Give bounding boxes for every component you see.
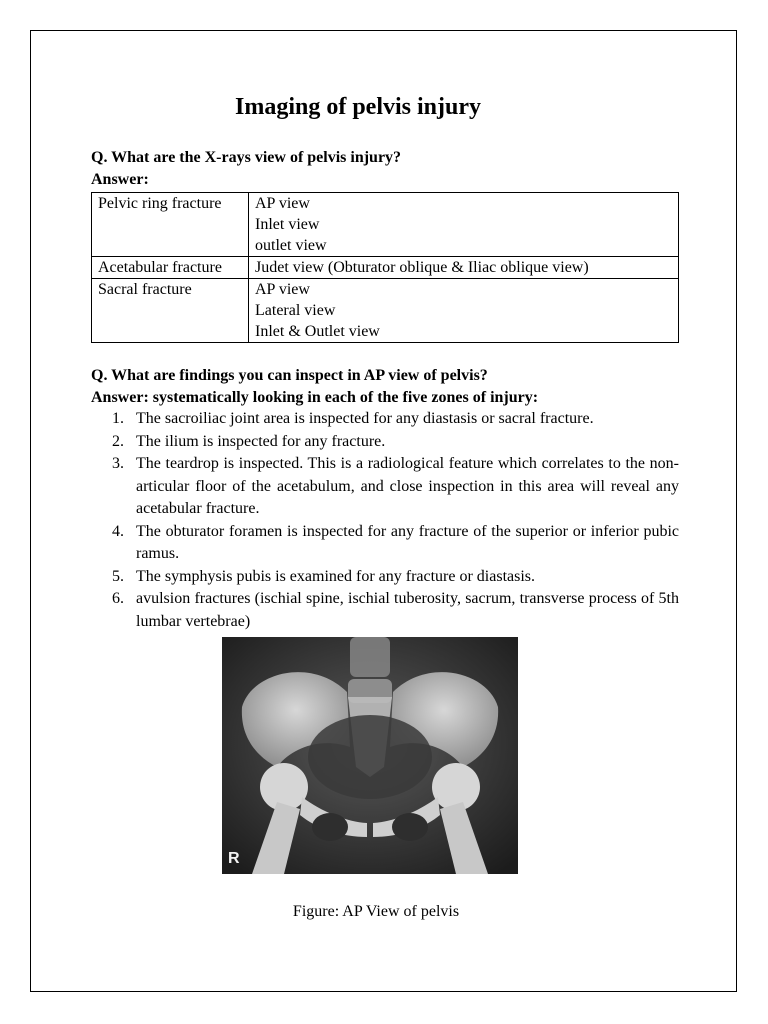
answer-1-label: Answer: xyxy=(91,171,149,188)
list-item xyxy=(91,431,679,454)
question-1: Q. What are the X-rays view of pelvis injury? xyxy=(91,149,402,166)
list-item xyxy=(91,588,679,633)
figure-caption: Figure: AP View of pelvis xyxy=(292,903,460,920)
answer-2-intro: Answer: systematically looking in each of the five zones of injury: xyxy=(91,389,539,406)
xray-side-marker: R xyxy=(228,850,240,867)
list-item xyxy=(91,521,679,566)
list-number: 2. xyxy=(112,432,124,450)
list-item xyxy=(91,453,679,521)
table-cell-injury: Sacral fracture xyxy=(92,279,249,343)
list-text: The obturator foramen is inspected for any fracture of the superior or inferior pubic ramus. xyxy=(136,522,679,562)
view-item: AP view xyxy=(255,281,310,298)
findings-list xyxy=(91,408,679,633)
list-number: 6. xyxy=(112,590,124,607)
list-number: 1. xyxy=(112,410,124,427)
table-cell-views xyxy=(249,257,679,279)
list-text: avulsion fractures (ischial spine, ischial tuberosity, sacrum, transverse process of 5th lumbar vertebrae) xyxy=(136,590,679,630)
list-text: The symphysis pubis is examined for any fracture or diastasis. xyxy=(136,567,536,585)
view-item: outlet view xyxy=(255,237,327,254)
pelvis-xray-drawing xyxy=(222,637,518,874)
table-cell-views xyxy=(249,193,679,257)
table-cell-injury: Pelvic ring fracture xyxy=(92,193,249,257)
view-item: AP view xyxy=(255,195,310,212)
pelvis-xray-image xyxy=(222,637,518,874)
list-number: 3. xyxy=(112,455,124,472)
table-row xyxy=(92,193,679,257)
table-row xyxy=(92,257,679,279)
view-item: Lateral view xyxy=(255,302,336,319)
list-text: The sacroiliac joint area is inspected for any diastasis or sacral fracture. xyxy=(136,410,594,427)
list-item xyxy=(91,566,679,589)
list-number: 5. xyxy=(112,567,124,585)
question-2: Q. What are findings you can inspect in AP view of pelvis? xyxy=(91,367,488,384)
view-item: Judet view (Obturator oblique & Iliac oblique view) xyxy=(255,259,589,276)
page-title: Imaging of pelvis injury xyxy=(234,94,482,120)
view-item: Inlet & Outlet view xyxy=(255,323,380,340)
view-item: Inlet view xyxy=(255,216,320,233)
table-cell-injury: Acetabular fracture xyxy=(92,257,249,279)
list-text: The teardrop is inspected. This is a radiological feature which correlates to the non-articular floor of the acetabulum, and close inspection in this area will reveal any acetabular fracture. xyxy=(136,455,679,517)
list-text: The ilium is inspected for any fracture. xyxy=(136,432,386,450)
list-number: 4. xyxy=(112,522,124,540)
table-row xyxy=(92,279,679,343)
xray-views-table xyxy=(91,192,679,343)
table-cell-views xyxy=(249,279,679,343)
list-item xyxy=(91,408,679,431)
